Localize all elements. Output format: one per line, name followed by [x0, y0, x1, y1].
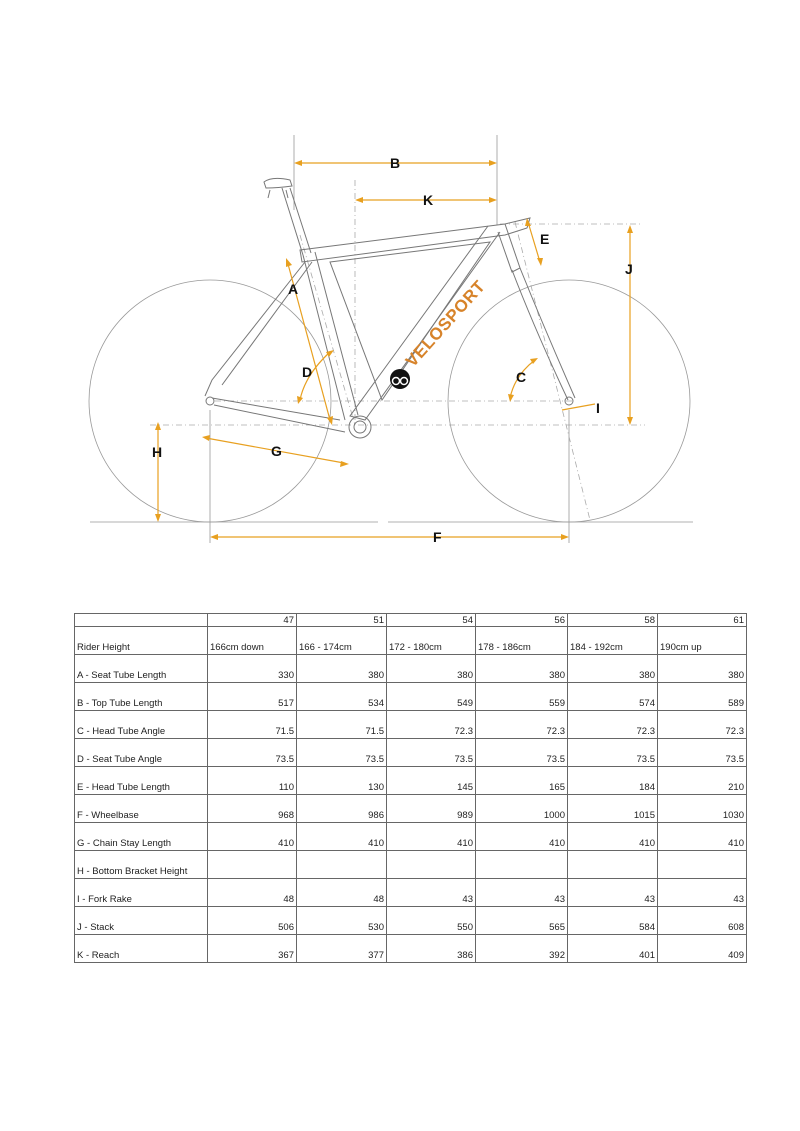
table-cell: 43 [387, 879, 476, 907]
table-cell: 410 [476, 823, 568, 851]
row-label: Rider Height [75, 627, 208, 655]
table-cell: 73.5 [658, 739, 747, 767]
table-row [75, 823, 747, 851]
table-row [75, 767, 747, 795]
table-cell: 210 [658, 767, 747, 795]
row-label: K - Reach [75, 935, 208, 963]
table-cell: 166 - 174cm [297, 627, 387, 655]
row-label: D - Seat Tube Angle [75, 739, 208, 767]
label-d: D [302, 364, 313, 380]
label-j: J [625, 261, 633, 277]
label-k: K [423, 192, 434, 208]
table-cell [387, 851, 476, 879]
row-label: H - Bottom Bracket Height [75, 851, 208, 879]
table-cell: 380 [297, 655, 387, 683]
table-cell: 589 [658, 683, 747, 711]
table-cell: 1030 [658, 795, 747, 823]
table-cell: 72.3 [476, 711, 568, 739]
table-cell [568, 851, 658, 879]
table-cell: 73.5 [208, 739, 297, 767]
table-cell: 190cm up [658, 627, 747, 655]
label-b: B [390, 155, 401, 171]
dimension-lines [155, 160, 633, 540]
label-h: H [152, 444, 163, 460]
table-row [75, 739, 747, 767]
size-header: 56 [476, 614, 568, 627]
geometry-table [74, 613, 747, 963]
table-cell: 534 [297, 683, 387, 711]
row-label: E - Head Tube Length [75, 767, 208, 795]
table-cell: 530 [297, 907, 387, 935]
table-row [75, 711, 747, 739]
table-cell: 130 [297, 767, 387, 795]
table-row [75, 907, 747, 935]
table-cell [208, 851, 297, 879]
table-cell: 517 [208, 683, 297, 711]
brand-wordmark: VELOSPORT [401, 276, 490, 371]
size-header-row [75, 614, 747, 627]
table-row [75, 851, 747, 879]
table-cell: 72.3 [658, 711, 747, 739]
table-cell: 549 [387, 683, 476, 711]
row-label: I - Fork Rake [75, 879, 208, 907]
table-cell: 1015 [568, 795, 658, 823]
table-cell: 565 [476, 907, 568, 935]
table-cell: 392 [476, 935, 568, 963]
table-cell: 43 [568, 879, 658, 907]
table-cell: 380 [476, 655, 568, 683]
table-cell: 73.5 [387, 739, 476, 767]
row-label: C - Head Tube Angle [75, 711, 208, 739]
table-cell: 178 - 186cm [476, 627, 568, 655]
label-a: A [288, 281, 299, 297]
table-cell: 584 [568, 907, 658, 935]
row-label: F - Wheelbase [75, 795, 208, 823]
table-cell: 48 [208, 879, 297, 907]
table-cell: 110 [208, 767, 297, 795]
table-cell: 165 [476, 767, 568, 795]
size-header: 47 [208, 614, 297, 627]
label-f: F [433, 529, 442, 545]
header-blank-cell [75, 614, 208, 627]
table-cell: 550 [387, 907, 476, 935]
bike-frame [205, 178, 575, 438]
table-cell: 184 [568, 767, 658, 795]
table-cell: 71.5 [297, 711, 387, 739]
table-cell: 48 [297, 879, 387, 907]
table-cell: 380 [658, 655, 747, 683]
table-cell: 608 [658, 907, 747, 935]
table-cell: 410 [297, 823, 387, 851]
size-header: 61 [658, 614, 747, 627]
table-cell: 409 [658, 935, 747, 963]
table-cell: 986 [297, 795, 387, 823]
table-cell: 401 [568, 935, 658, 963]
table-cell: 166cm down [208, 627, 297, 655]
table-cell: 410 [387, 823, 476, 851]
table-cell: 559 [476, 683, 568, 711]
table-cell: 380 [568, 655, 658, 683]
table-row [75, 795, 747, 823]
table-cell: 367 [208, 935, 297, 963]
row-label: B - Top Tube Length [75, 683, 208, 711]
table-cell: 71.5 [208, 711, 297, 739]
table-row [75, 879, 747, 907]
table-cell: 43 [476, 879, 568, 907]
size-header: 51 [297, 614, 387, 627]
size-header: 54 [387, 614, 476, 627]
table-cell: 73.5 [568, 739, 658, 767]
row-label: G - Chain Stay Length [75, 823, 208, 851]
row-label: A - Seat Tube Length [75, 655, 208, 683]
table-cell: 184 - 192cm [568, 627, 658, 655]
table-row [75, 627, 747, 655]
table-cell: 410 [568, 823, 658, 851]
table-cell: 410 [208, 823, 297, 851]
table-cell: 145 [387, 767, 476, 795]
row-label: J - Stack [75, 907, 208, 935]
table-cell: 506 [208, 907, 297, 935]
table-cell: 330 [208, 655, 297, 683]
table-cell: 73.5 [476, 739, 568, 767]
table-cell: 989 [387, 795, 476, 823]
table-cell: 410 [658, 823, 747, 851]
table-cell [658, 851, 747, 879]
table-row [75, 935, 747, 963]
table-cell: 43 [658, 879, 747, 907]
table-cell: 72.3 [387, 711, 476, 739]
label-e: E [540, 231, 550, 247]
label-i: I [596, 400, 600, 416]
table-row [75, 683, 747, 711]
label-c: C [516, 369, 527, 385]
table-row [75, 655, 747, 683]
table-cell: 380 [387, 655, 476, 683]
table-cell: 574 [568, 683, 658, 711]
label-g: G [271, 443, 282, 459]
table-cell: 377 [297, 935, 387, 963]
table-cell: 968 [208, 795, 297, 823]
table-cell: 72.3 [568, 711, 658, 739]
table-cell: 386 [387, 935, 476, 963]
size-header: 58 [568, 614, 658, 627]
table-cell [476, 851, 568, 879]
table-cell: 1000 [476, 795, 568, 823]
table-cell: 73.5 [297, 739, 387, 767]
table-cell [297, 851, 387, 879]
table-cell: 172 - 180cm [387, 627, 476, 655]
